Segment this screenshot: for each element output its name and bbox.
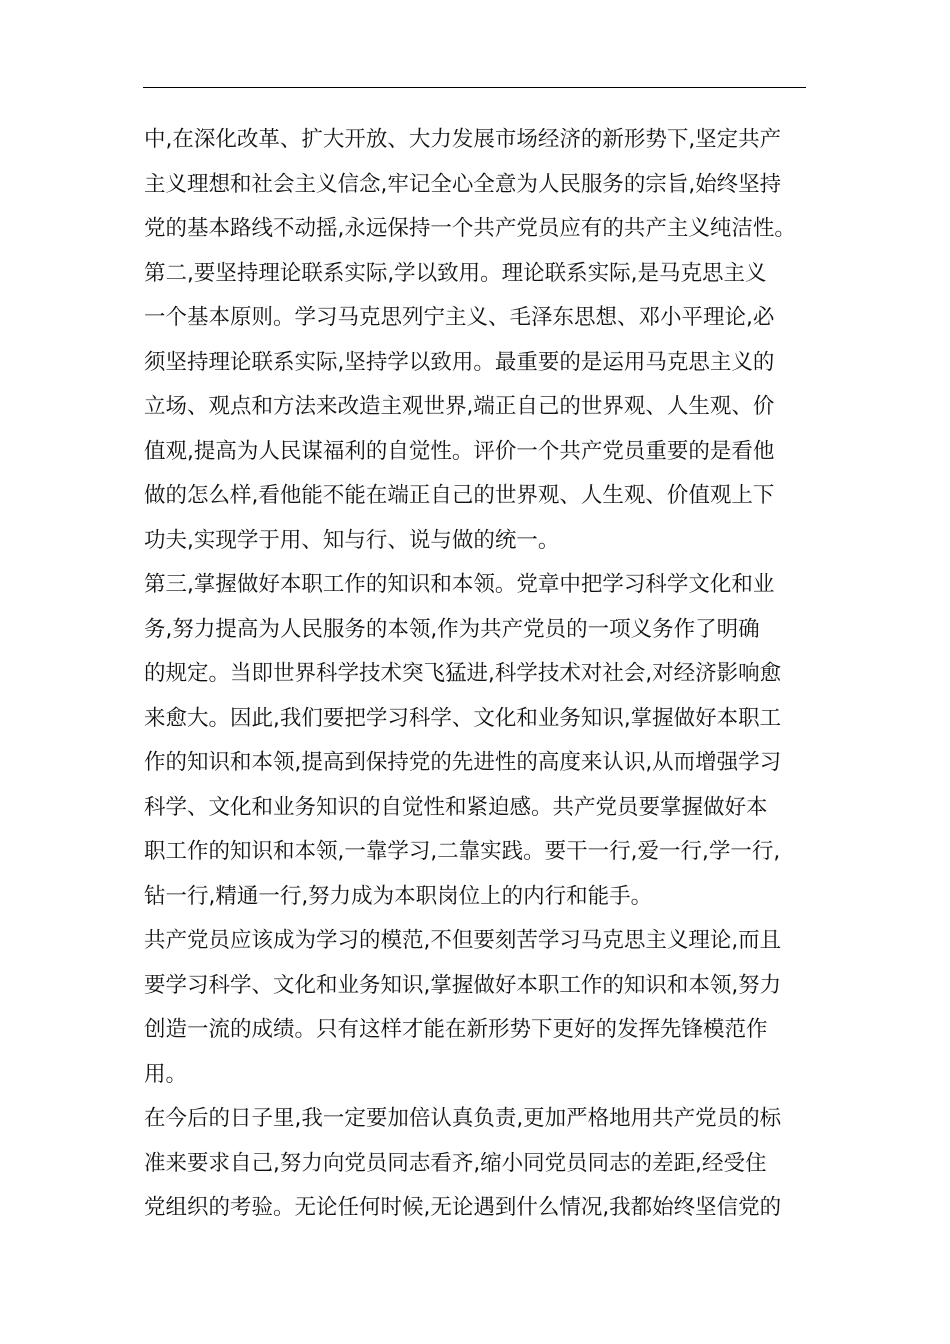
text-line: 一个基本原则。学习马克思列宁主义、毛泽东思想、邓小平理论,必 bbox=[144, 305, 775, 330]
text-line: 准来要求自己,努力向党员同志看齐,缩小同党员同志的差距,经受住 bbox=[144, 1150, 767, 1176]
text-line: 共产党员应该成为学习的模范,不但要刻苦学习马克思主义理论,而且 bbox=[144, 928, 782, 953]
text-line: 功夫,实现学于用、知与行、说与做的统一。 bbox=[144, 527, 560, 553]
header-rule bbox=[143, 87, 806, 88]
text-line: 创造一流的成绩。只有这样才能在新形势下更好的发挥先锋模范作 bbox=[144, 1017, 768, 1042]
text-line: 第二,要坚持理论联系实际,学以致用。理论联系实际,是马克思主义 bbox=[144, 260, 767, 286]
text-line: 党的基本路线不动摇,永远保持一个共产党员应有的共产主义纯洁性。 bbox=[144, 216, 796, 241]
text-line: 作的知识和本领,提高到保持党的先进性的高度来认识,从而增强学习 bbox=[144, 750, 782, 775]
text-line: 党组织的考验。无论任何时候,无论遇到什么情况,我都始终坚信党的 bbox=[144, 1195, 782, 1220]
text-line: 职工作的知识和本领,一靠学习,二靠实践。要干一行,爱一行,学一行, bbox=[144, 839, 781, 864]
text-line: 用。 bbox=[144, 1061, 188, 1087]
text-line: 做的怎么样,看他能不能在端正自己的世界观、人生观、价值观上下 bbox=[144, 483, 775, 508]
text-line: 要学习科学、文化和业务知识,掌握做好本职工作的知识和本领,努力 bbox=[144, 972, 782, 998]
text-line: 在今后的日子里,我一定要加倍认真负责,更加严格地用共产党员的标 bbox=[144, 1106, 782, 1131]
text-line: 的规定。当即世界科学技术突飞猛进,科学技术对社会,对经济影响愈 bbox=[144, 661, 782, 686]
text-line: 来愈大。因此,我们要把学习科学、文化和业务知识,掌握做好本职工 bbox=[144, 705, 782, 731]
text-line: 值观,提高为人民谋福利的自觉性。评价一个共产党员重要的是看他 bbox=[144, 438, 775, 464]
text-line: 中,在深化改革、扩大开放、大力发展市场经济的新形势下,坚定共产 bbox=[144, 127, 782, 152]
text-line: 立场、观点和方法来改造主观世界,端正自己的世界观、人生观、价 bbox=[144, 394, 775, 419]
text-line: 主义理想和社会主义信念,牢记全心全意为人民服务的宗旨,始终坚持 bbox=[144, 171, 782, 197]
text-line: 第三,掌握做好本职工作的知识和本领。党章中把学习科学文化和业 bbox=[144, 572, 775, 597]
page-body bbox=[144, 118, 808, 1231]
text-line: 科学、文化和业务知识的自觉性和紧迫感。共产党员要掌握做好本 bbox=[144, 794, 768, 820]
text-line: 须坚持理论联系实际,坚持学以致用。最重要的是运用马克思主义的 bbox=[144, 349, 775, 375]
text-line: 钻一行,精通一行,努力成为本职岗位上的内行和能手。 bbox=[144, 883, 653, 909]
text-line: 务,努力提高为人民服务的本领,作为共产党员的一项义务作了明确 bbox=[144, 616, 760, 642]
